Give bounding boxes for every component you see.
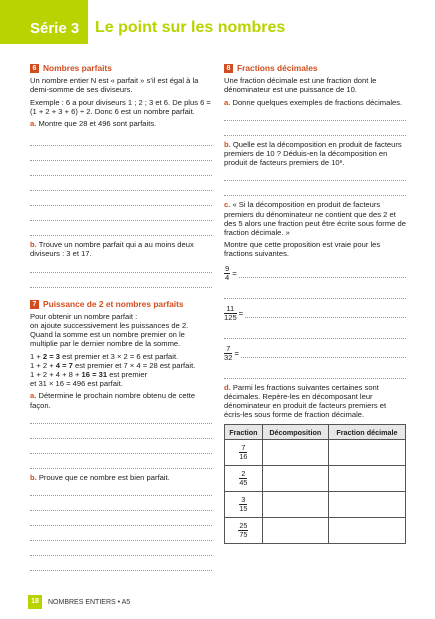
- answer-line[interactable]: [241, 349, 406, 358]
- fraction-table: [224, 424, 406, 544]
- fraction-line: [224, 265, 406, 282]
- answer-line[interactable]: [30, 165, 212, 176]
- answer-line[interactable]: [224, 288, 406, 299]
- numerator: 3: [241, 495, 246, 505]
- answer-line[interactable]: [30, 210, 212, 221]
- answer-line[interactable]: [30, 500, 212, 511]
- section-number: 7: [30, 300, 39, 309]
- question-a: a. Détermine le prochain nombre obtenu de cette façon.: [30, 391, 196, 410]
- denominator: 32: [224, 352, 233, 362]
- section-number: 6: [30, 64, 39, 73]
- table-header: Décomposition: [262, 425, 328, 440]
- left-column: [30, 64, 212, 575]
- table-header: Fraction: [225, 425, 263, 440]
- answer-line[interactable]: [30, 225, 212, 236]
- page-title: Le point sur les nombres: [95, 19, 286, 36]
- decomposition-cell[interactable]: [262, 466, 328, 492]
- fraction: [239, 444, 247, 461]
- answer-line[interactable]: [224, 110, 406, 121]
- section-number: 8: [224, 64, 233, 73]
- fraction-cell: [225, 466, 263, 492]
- answer-line[interactable]: [30, 545, 212, 556]
- decimal-fraction-cell[interactable]: [328, 440, 405, 466]
- answer-line[interactable]: [224, 368, 406, 379]
- footer-label: NOMBRES ENTIERS • A5: [48, 599, 131, 606]
- fraction-cell: [225, 518, 263, 544]
- equals-sign: =: [234, 348, 239, 358]
- denominator: 16: [239, 452, 248, 462]
- fraction: [239, 496, 247, 513]
- answer-line[interactable]: [30, 515, 212, 526]
- answer-line[interactable]: [30, 135, 212, 146]
- section-7-heading: [30, 300, 212, 309]
- fraction: [239, 470, 247, 487]
- answer-line[interactable]: [30, 485, 212, 496]
- numerator: 11: [224, 305, 237, 314]
- question-b: b. Prouve que ce nombre est bien parfait.: [30, 472, 170, 482]
- answer-line[interactable]: [30, 413, 212, 424]
- fraction: [238, 522, 248, 539]
- fraction: [224, 305, 237, 322]
- table-row: [225, 466, 406, 492]
- table-row: [225, 440, 406, 466]
- question-b: b. Trouve un nombre parfait qui a au moins deux diviseurs : 3 et 17.: [30, 240, 194, 259]
- right-column: [224, 64, 406, 544]
- answer-line[interactable]: [224, 170, 406, 181]
- question-a: a. Donne quelques exemples de fractions décimales.: [224, 97, 403, 107]
- section-8-heading: [224, 64, 406, 73]
- answer-line[interactable]: [224, 328, 406, 339]
- paragraph: on ajoute successivement les puissances de 2. Quand la somme est un nombre premier on le multiplie par le dernier nombre de la somme.: [30, 321, 189, 349]
- section-6-heading: [30, 64, 212, 73]
- answer-line[interactable]: [30, 560, 212, 571]
- answer-line[interactable]: [30, 530, 212, 541]
- answer-line[interactable]: [30, 195, 212, 206]
- paragraph: Pour obtenir un nombre parfait :: [30, 311, 138, 321]
- answer-line[interactable]: [30, 428, 212, 439]
- fraction-exercises: [224, 265, 406, 379]
- example-line: 1 + 2 + 4 + 8 + 16 = 31 est premier: [30, 370, 148, 380]
- answer-line[interactable]: [30, 180, 212, 191]
- answer-line[interactable]: [245, 309, 406, 318]
- paragraph: Montre que cette proposition est vraie pour les fractions suivantes.: [224, 240, 381, 259]
- answer-line[interactable]: [224, 125, 406, 136]
- section-title: Fractions décimales: [237, 63, 318, 73]
- answer-line[interactable]: [224, 185, 406, 196]
- answer-line[interactable]: [30, 277, 212, 288]
- equals-sign: =: [232, 268, 237, 278]
- example-line: 1 + 2 + 4 = 7 est premier et 7 × 4 = 28 est parfait.: [30, 360, 196, 370]
- series-label: Série 3: [30, 20, 80, 37]
- numerator: 2: [241, 469, 246, 479]
- question-c: c. « Si la décomposition en produit de facteurs premiers du dénominateur ne contient que des 2 et des 5 alors une fraction peut être écrite sous forme de fraction décimale. »: [224, 200, 406, 238]
- table-row: [225, 492, 406, 518]
- decomposition-cell[interactable]: [262, 518, 328, 544]
- table-header: Fraction décimale: [328, 425, 405, 440]
- question-b: b. Quelle est la décomposition en produit de facteurs premiers de 10 ? Déduis-en la décomposition en produit de facteurs premiers de 10ⁿ.: [224, 139, 402, 168]
- decimal-fraction-cell[interactable]: [328, 518, 405, 544]
- fraction: [224, 345, 232, 362]
- denominator: 15: [239, 504, 248, 514]
- table-row: [225, 518, 406, 544]
- example-line: et 31 × 16 = 496 est parfait.: [30, 379, 123, 389]
- denominator: 45: [239, 478, 248, 488]
- example-line: 1 + 2 = 3 est premier et 3 × 2 = 6 est parfait.: [30, 351, 179, 361]
- answer-line[interactable]: [30, 458, 212, 469]
- decomposition-cell[interactable]: [262, 492, 328, 518]
- fraction-cell: [225, 440, 263, 466]
- decimal-fraction-cell[interactable]: [328, 466, 405, 492]
- answer-line[interactable]: [30, 150, 212, 161]
- equals-sign: =: [238, 308, 244, 318]
- section-title: Puissance de 2 et nombres parfaits: [43, 298, 184, 309]
- header-banner: [0, 0, 435, 44]
- fraction-line: [224, 305, 406, 322]
- answer-line[interactable]: [30, 443, 212, 454]
- numerator: 7: [224, 345, 232, 354]
- decomposition-cell[interactable]: [262, 440, 328, 466]
- answer-line[interactable]: [239, 269, 406, 278]
- numerator: 9: [225, 263, 230, 273]
- denominator: 4: [225, 272, 230, 282]
- page-number: 18: [28, 595, 42, 609]
- numerator: 7: [241, 443, 246, 453]
- answer-line[interactable]: [30, 262, 212, 273]
- paragraph: Exemple : 6 a pour diviseurs 1 ; 2 ; 3 et 6. De plus 6 = (1 + 2 + 3 + 6) ÷ 2. Donc 6 est un nombre parfait.: [30, 97, 211, 116]
- denominator: 125: [224, 312, 237, 322]
- question-a: a. Montre que 28 et 496 sont parfaits.: [30, 119, 157, 129]
- question-d: d. Parmi les fractions suivantes certaines sont décimales. Repère-les en décomposant leur dénominateur en produit de facteurs premiers et écris-les sous forme de fraction décimale.: [224, 382, 387, 420]
- section-title: Nombres parfaits: [43, 63, 112, 73]
- denominator: 75: [239, 530, 248, 540]
- fraction-line: [224, 345, 406, 362]
- paragraph: Une fraction décimale est une fraction dont le dénominateur est une puissance de 10.: [224, 76, 377, 95]
- fraction-cell: [225, 492, 263, 518]
- fraction: [224, 265, 230, 282]
- decimal-fraction-cell[interactable]: [328, 492, 405, 518]
- paragraph: Un nombre entier N est « parfait » s’il est égal à la demi-somme de ses diviseurs.: [30, 76, 199, 95]
- numerator: 25: [239, 521, 248, 531]
